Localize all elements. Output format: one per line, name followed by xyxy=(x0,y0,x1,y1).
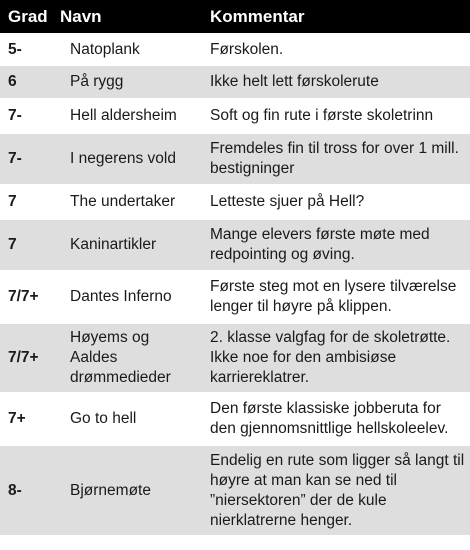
cell-name: Go to hell xyxy=(52,393,202,445)
cell-grade: 7 xyxy=(0,219,52,271)
table-row xyxy=(0,34,470,65)
table-row xyxy=(0,271,470,323)
table-row xyxy=(0,445,470,535)
table-row xyxy=(0,99,470,133)
table-row xyxy=(0,185,470,219)
cell-name: I negerens vold xyxy=(52,133,202,185)
cell-grade: 8- xyxy=(0,445,52,535)
cell-name: På rygg xyxy=(52,65,202,99)
cell-comment: Førskolen. xyxy=(202,34,470,65)
cell-comment: Endelig en rute som ligger så langt til høyre at man kan se ned til ”niersektoren” der de kule nierklatrerne henger. xyxy=(202,445,470,535)
cell-comment: Første steg mot en lysere tilværelse lenger til høyre på klippen. xyxy=(202,271,470,323)
cell-name: The undertaker xyxy=(52,185,202,219)
cell-name: Kaninartikler xyxy=(52,219,202,271)
cell-grade: 7/7+ xyxy=(0,323,52,393)
cell-comment: Den første klassiske jobberuta for den gjennomsnittlige hellskoleelev. xyxy=(202,393,470,445)
table-row xyxy=(0,65,470,99)
cell-comment: Mange elevers første møte med redpointing og øving. xyxy=(202,219,470,271)
cell-grade: 7 xyxy=(0,185,52,219)
table-row xyxy=(0,393,470,445)
header-grade: Grad xyxy=(0,0,52,34)
header-name: Navn xyxy=(52,0,202,34)
table-row xyxy=(0,133,470,185)
cell-comment: Ikke helt lett førskolerute xyxy=(202,65,470,99)
cell-name: Hell aldersheim xyxy=(52,99,202,133)
cell-name: Natoplank xyxy=(52,34,202,65)
cell-grade: 6 xyxy=(0,65,52,99)
cell-comment: 2. klasse valgfag for de skoletrøtte. Ikke noe for den ambisiøse karriereklatrer. xyxy=(202,323,470,393)
cell-name: Dantes Inferno xyxy=(52,271,202,323)
header-comment: Kommentar xyxy=(202,0,470,34)
cell-grade: 5- xyxy=(0,34,52,65)
table-row xyxy=(0,219,470,271)
cell-grade: 7/7+ xyxy=(0,271,52,323)
cell-name: Høyems og Aaldes drømmedieder xyxy=(52,323,202,393)
cell-name: Bjørnemøte xyxy=(52,445,202,535)
table-row xyxy=(0,323,470,393)
cell-comment: Soft og fin rute i første skoletrinn xyxy=(202,99,470,133)
cell-grade: 7- xyxy=(0,99,52,133)
cell-grade: 7+ xyxy=(0,393,52,445)
cell-comment: Letteste sjuer på Hell? xyxy=(202,185,470,219)
cell-comment: Fremdeles fin til tross for over 1 mill. bestigninger xyxy=(202,133,470,185)
table-header xyxy=(0,0,470,34)
cell-grade: 7- xyxy=(0,133,52,185)
